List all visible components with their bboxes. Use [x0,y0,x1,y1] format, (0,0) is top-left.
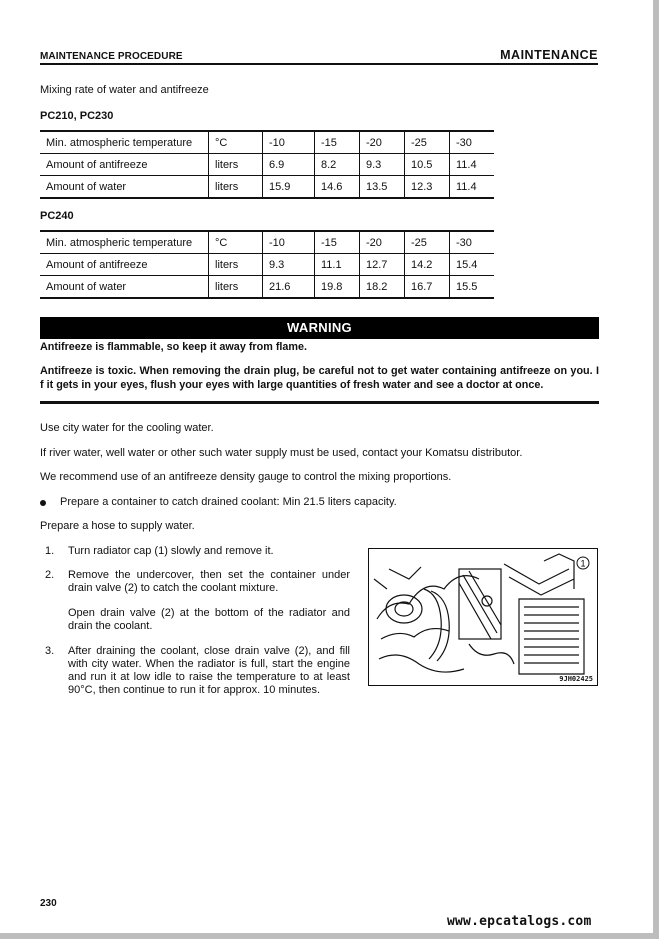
page-edge-shadow [653,0,659,939]
step-text: Remove the undercover, then set the container under drain valve (2) to catch the coolant mixture. [68,569,350,594]
page-edge-shadow [0,933,659,939]
table-cell: -25 [405,231,450,254]
table-cell: 9.3 [360,154,405,176]
table-cell: 11.4 [450,176,495,199]
table-cell: 11.1 [315,254,360,276]
engine-illustration [369,549,598,686]
table-cell: 12.7 [360,254,405,276]
table-cell: 21.6 [263,276,315,299]
row-label: Amount of water [40,276,209,299]
paragraph: Prepare a hose to supply water. [40,520,195,532]
row-unit: liters [209,176,263,199]
row-label: Amount of antifreeze [40,254,209,276]
table-heading-2: PC240 [40,210,74,222]
table-cell: 14.6 [315,176,360,199]
table-cell: 19.8 [315,276,360,299]
row-unit: °C [209,131,263,154]
callout-label: 1 [580,558,586,569]
warning-banner: WARNING [40,317,599,339]
step-number: 1. [45,545,55,557]
header-rule [40,63,598,65]
table-cell: -10 [263,131,315,154]
bullet-icon [40,500,46,506]
section-title: MAINTENANCE PROCEDURE [40,51,183,62]
intro-text: Mixing rate of water and antifreeze [40,84,209,96]
row-unit: °C [209,231,263,254]
step-number: 3. [45,645,55,657]
row-unit: liters [209,154,263,176]
table-cell: 11.4 [450,154,495,176]
table-heading-1: PC210, PC230 [40,110,114,122]
table-row [40,176,494,199]
table-cell: -20 [360,131,405,154]
table-cell: 9.3 [263,254,315,276]
page-header [40,48,598,64]
paragraph: Use city water for the cooling water. [40,422,214,434]
watermark-link[interactable]: www.epcatalogs.com [447,914,592,929]
paragraph: If river water, well water or other such water supply must be used, contact your Komatsu distributor. [40,447,523,459]
table-cell: 16.7 [405,276,450,299]
row-label: Amount of water [40,176,209,199]
table-row [40,276,494,299]
table-row [40,254,494,276]
table-cell: 15.9 [263,176,315,199]
row-unit: liters [209,276,263,299]
warning-text: Antifreeze is flammable, so keep it away from flame. [40,341,308,353]
table-row [40,231,494,254]
step-number: 2. [45,569,55,581]
warning-rule [40,401,599,404]
table-row [40,154,494,176]
warning-text: Antifreeze is toxic. When removing the drain plug, be careful not to get water containing antifreeze on you. I f it gets in your eyes, flush your eyes with large quantities of fresh water and see a doctor at once. [40,365,599,391]
step-text: Open drain valve (2) at the bottom of the radiator and drain the coolant. [68,607,350,632]
table-cell: -15 [315,131,360,154]
page-number: 230 [40,898,57,909]
figure-code: 9JH02425 [559,675,593,683]
table-cell: -30 [450,231,495,254]
table-cell: -30 [450,131,495,154]
step-text: After draining the coolant, close drain valve (2), and fill with city water. When the radiator is full, start the engine and run it at low idle to raise the temperature to at least 90°C, then continue to run it for approx. 10 minutes. [68,645,350,696]
table-row [40,131,494,154]
row-label: Min. atmospheric temperature [40,231,209,254]
mixing-table-2 [40,230,494,299]
table-cell: -25 [405,131,450,154]
paragraph: We recommend use of an antifreeze density gauge to control the mixing proportions. [40,471,452,483]
radiator-figure [368,548,598,686]
mixing-table-1 [40,130,494,199]
table-cell: 18.2 [360,276,405,299]
table-cell: 10.5 [405,154,450,176]
table-cell: 14.2 [405,254,450,276]
table-cell: -10 [263,231,315,254]
table-cell: 12.3 [405,176,450,199]
table-cell: -15 [315,231,360,254]
step-text: Turn radiator cap (1) slowly and remove it. [68,545,274,557]
row-label: Amount of antifreeze [40,154,209,176]
table-cell: 6.9 [263,154,315,176]
bullet-item: Prepare a container to catch drained coolant: Min 21.5 liters capacity. [60,496,397,508]
table-cell: 15.4 [450,254,495,276]
table-cell: -20 [360,231,405,254]
table-cell: 8.2 [315,154,360,176]
table-cell: 15.5 [450,276,495,299]
row-label: Min. atmospheric temperature [40,131,209,154]
chapter-title: MAINTENANCE [500,48,598,62]
table-cell: 13.5 [360,176,405,199]
row-unit: liters [209,254,263,276]
